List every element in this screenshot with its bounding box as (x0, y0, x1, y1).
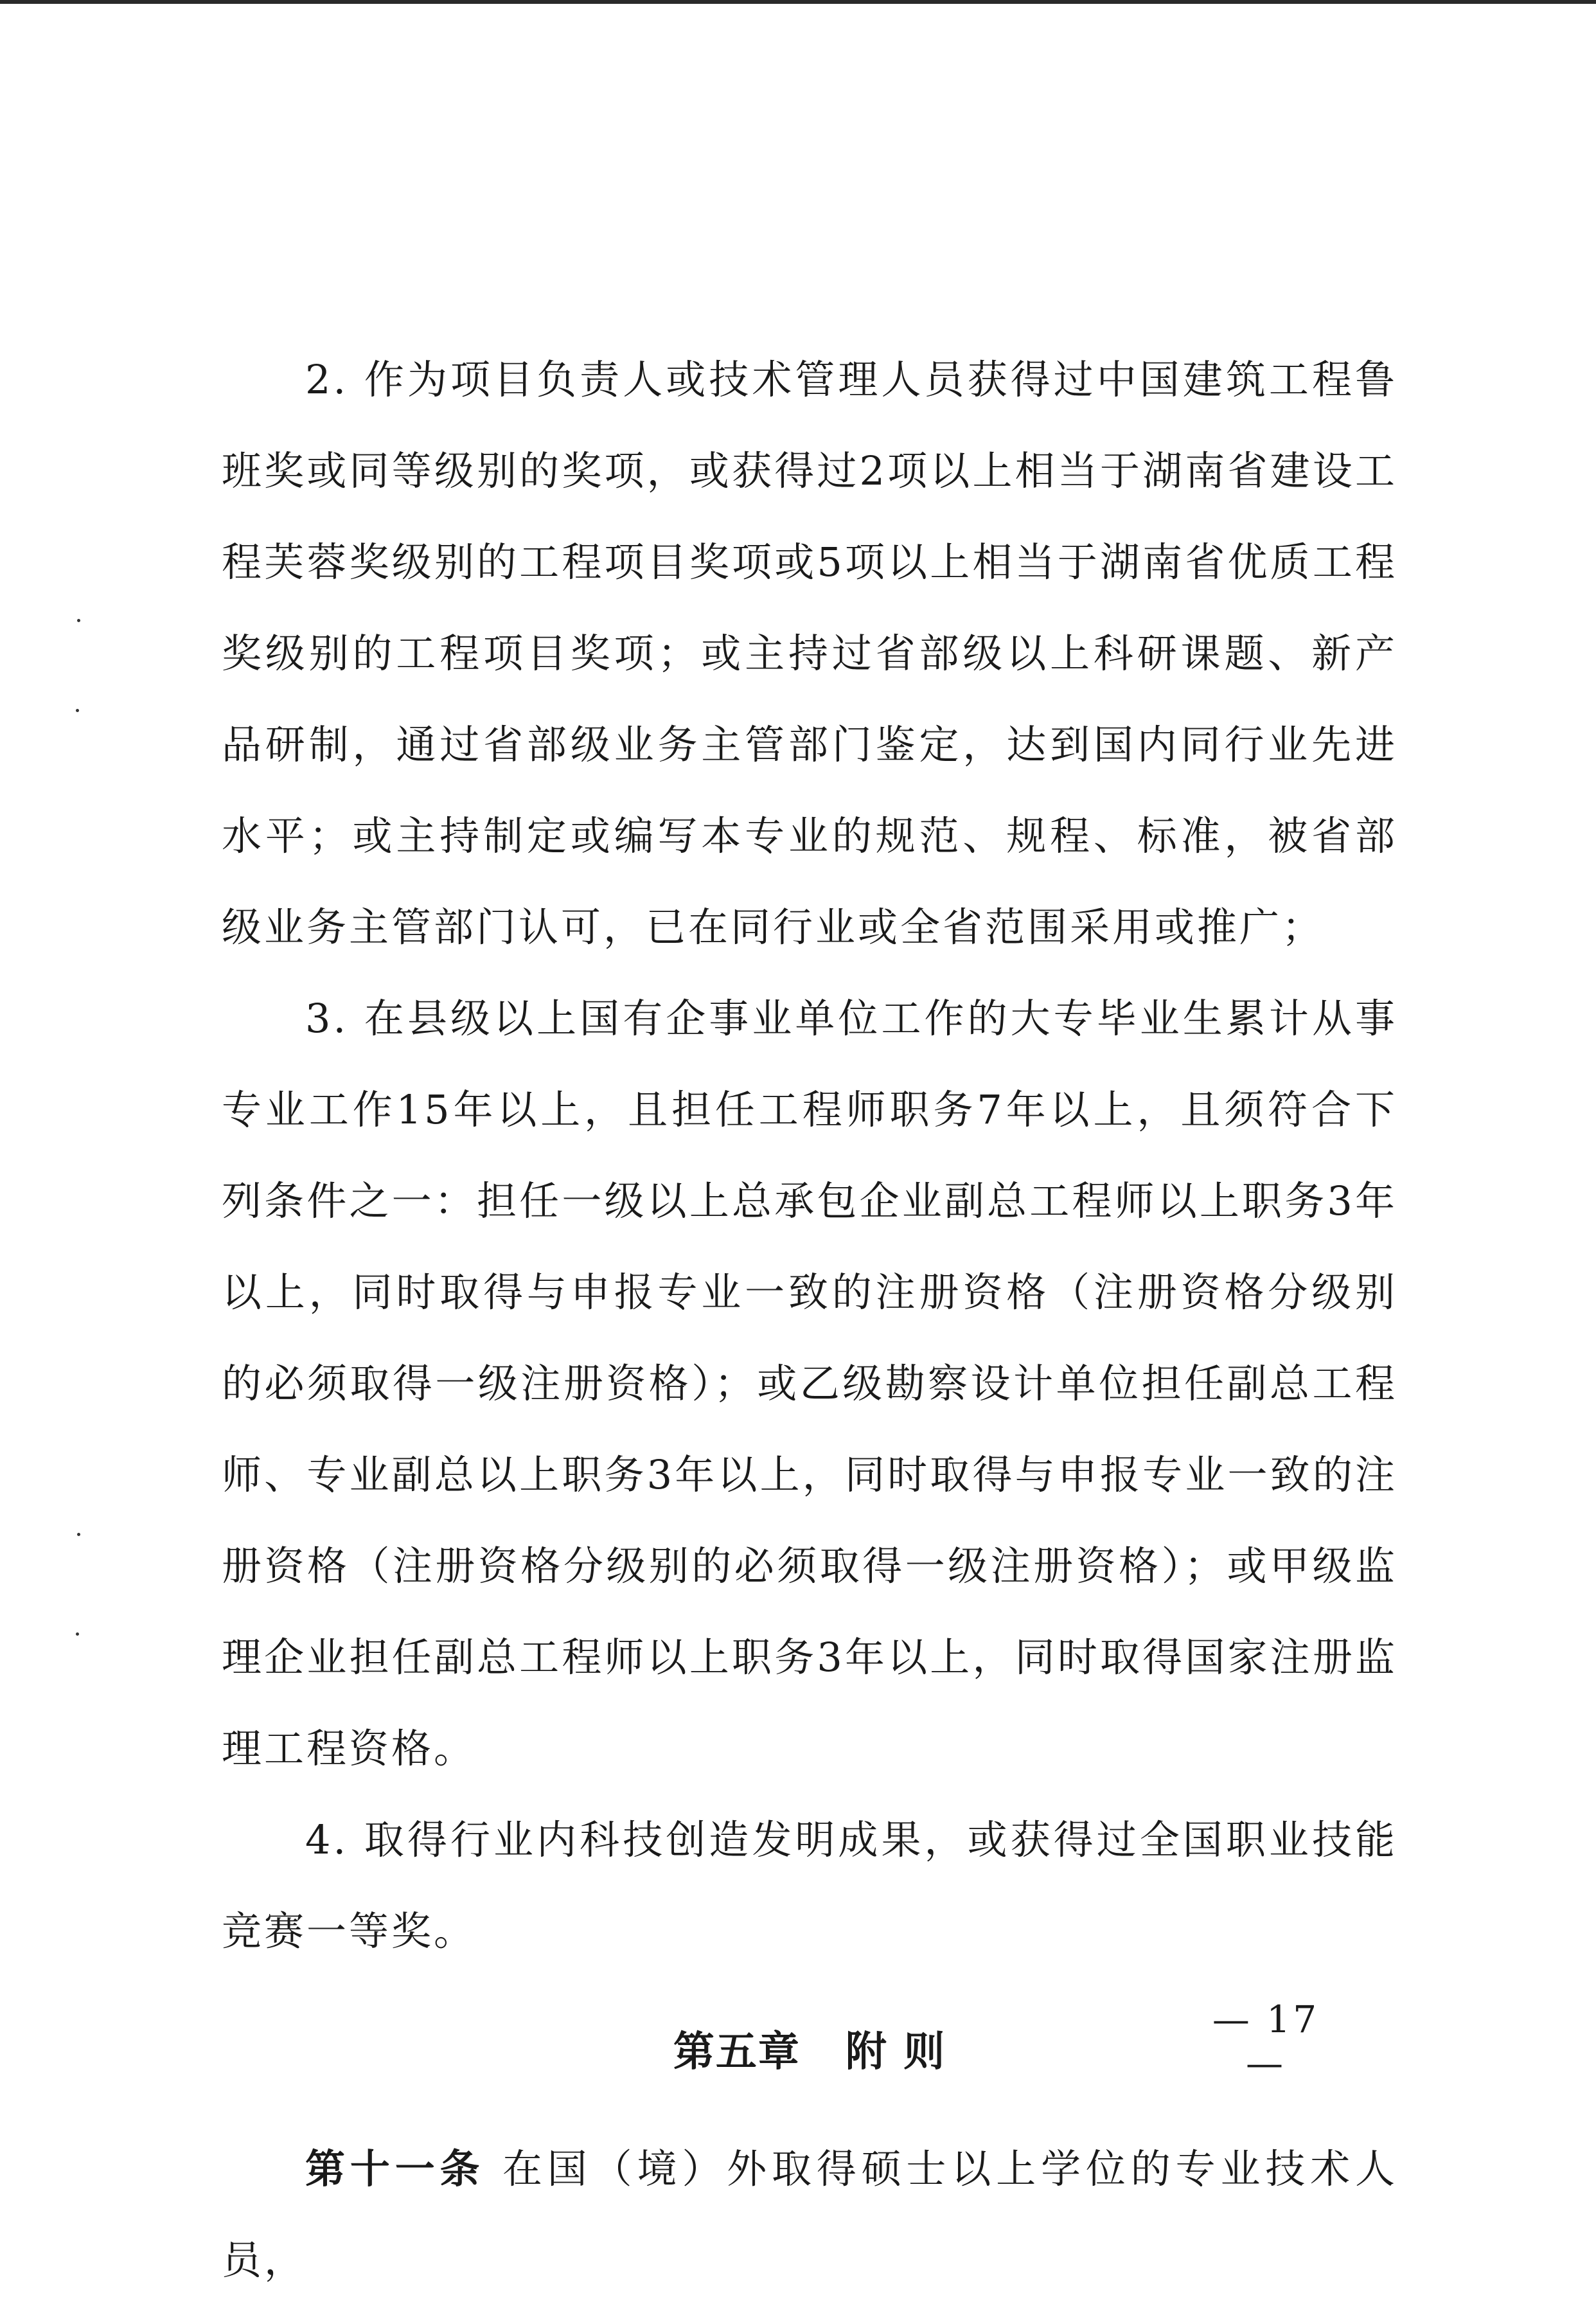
paragraph-item-4: 4. 取得行业内科技创造发明成果，或获得过全国职业技能竞赛一等奖。 (222, 1816, 1397, 1954)
paragraph-item-2: 2. 作为项目负责人或技术管理人员获得过中国建筑工程鲁班奖或同等级别的奖项，或获得过2项以上相当于湖南省建设工程芙蓉奖级别的工程项目奖项或5项以上相当于湖南省优质工程奖级别的工程项目奖项；或主持过省部级以上科研课题、新产品研制，通过省部级业务主管部门鉴定，达到国内同行业先进水平；或主持制定或编写本专业的规范、规程、标准，被省部级业务主管部门认可，已在同行业或全省范围采用或推广； (222, 356, 1397, 951)
chapter-number: 第五章 (673, 2028, 801, 2076)
margin-dot (77, 1533, 80, 1536)
paragraph-item-3: 3. 在县级以上国有企事业单位工作的大专毕业生累计从事专业工作15年以上，且担任工程师职务7年以上，且须符合下列条件之一：担任一级以上总承包企业副总工程师以上职务3年以上，同时取得与申报专业一致的注册资格（注册资格分级别的必须取得一级注册资格）；或乙级勘察设计单位担任副总工程师、专业副总以上职务3年以上，同时取得与申报专业一致的注册资格（注册资格分级别的必须取得一级注册资格）；或甲级监理企业担任副总工程师以上职务3年以上，同时取得国家注册监理工程资格。 (222, 995, 1397, 1772)
chapter-title: 附 则 (845, 2028, 946, 2076)
margin-dot (77, 619, 80, 622)
article-text: 在国（境）外取得硕士以上学位的专业技术人员， (222, 2145, 1397, 2284)
page-number: — 17 — (1212, 1998, 1320, 2085)
margin-dot (76, 1632, 79, 1636)
scan-top-edge (0, 0, 1596, 4)
margin-dot (76, 709, 79, 712)
article-label: 第十一条 (305, 2145, 485, 2192)
article-paragraph (222, 2123, 1397, 2306)
